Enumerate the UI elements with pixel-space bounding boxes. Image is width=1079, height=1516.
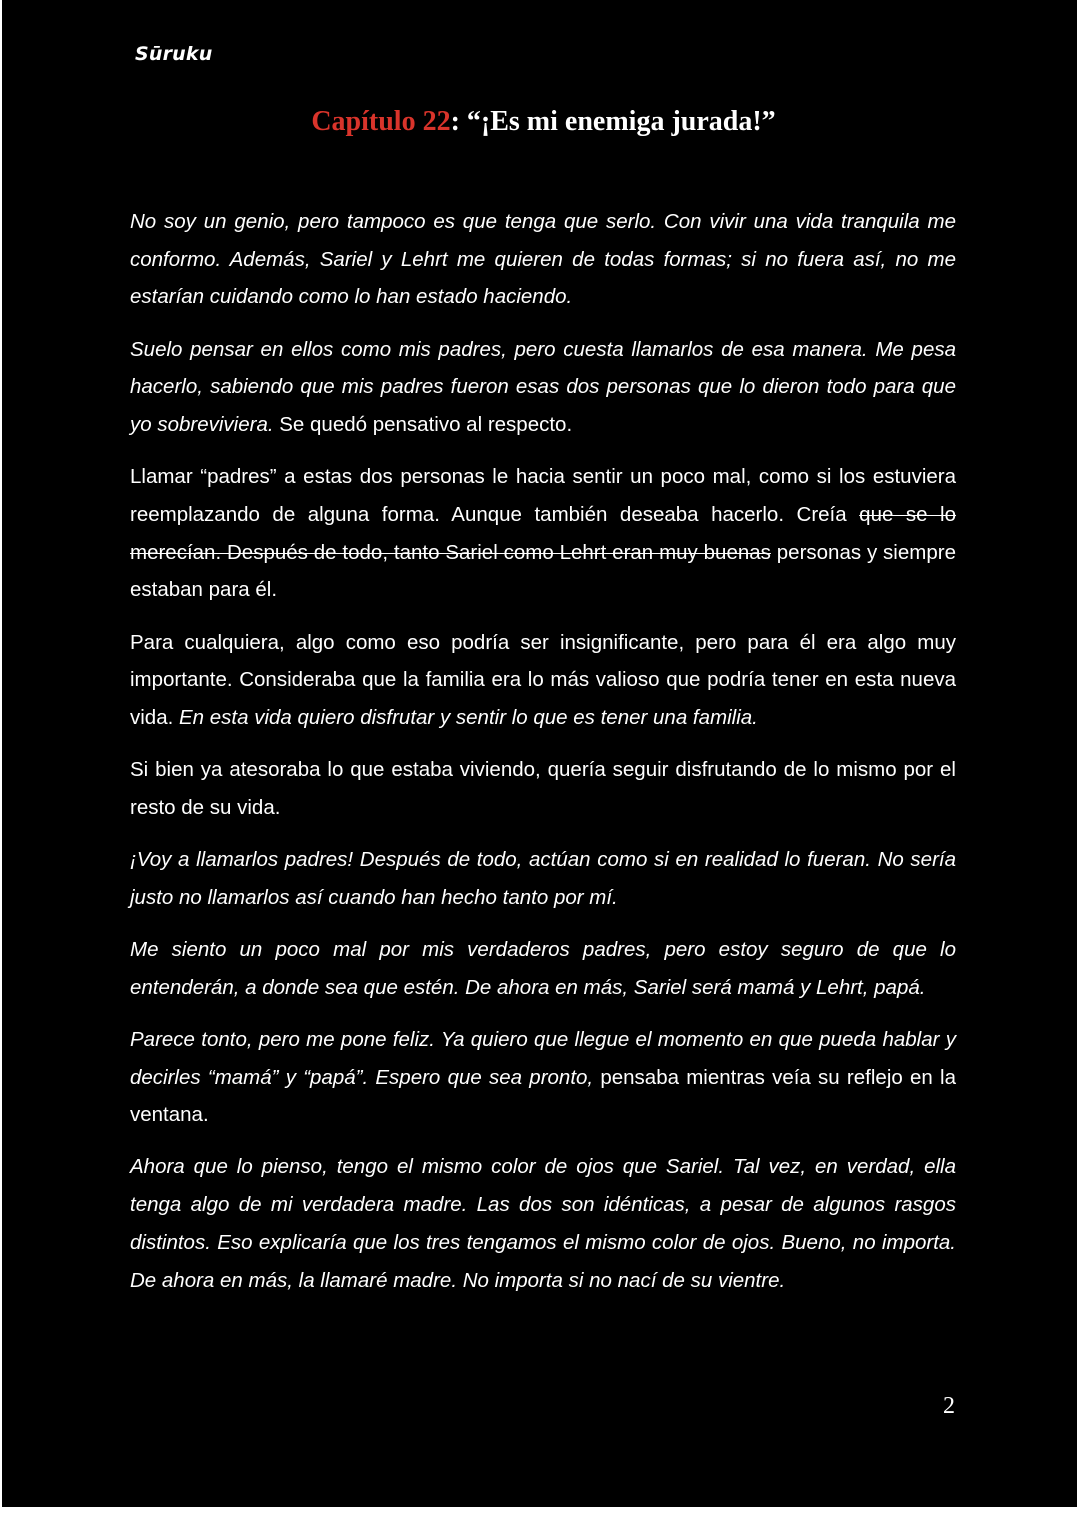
chapter-title — [2, 106, 1079, 138]
paragraph-7-text: Me siento un poco mal por mis verdaderos padres, pero estoy seguro de que lo entenderán, a donde sea que estén. De ahora en más, Sariel será mamá y Lehrt, papá. — [130, 937, 956, 999]
paragraph-8-plain: pensaba mientras veía su reflejo en la ventana. — [130, 1065, 956, 1127]
title-separator: : — [450, 106, 467, 137]
chapter-number: Capítulo 22 — [311, 106, 451, 137]
paragraph-7 — [130, 931, 956, 1006]
paragraph-2 — [130, 331, 956, 444]
paragraph-4-italic: En esta vida quiero disfrutar y sentir lo que es tener una familia. — [179, 705, 758, 729]
paragraph-3-strikethrough: que se lo merecían. Después de todo, tanto Sariel como Lehrt eran muy buenas — [130, 502, 957, 564]
paragraph-6 — [130, 841, 956, 916]
paragraph-8-italic: Parece tonto, pero me pone feliz. Ya quiero que llegue el momento en que pueda hablar y decirles “mamá” y “papá”. Espero que sea pronto, — [130, 1027, 956, 1089]
page-number: 2 — [943, 1393, 955, 1419]
chapter-body — [130, 203, 956, 1314]
paragraph-9 — [130, 1148, 956, 1299]
paragraph-1 — [130, 203, 956, 316]
paragraph-3-end: personas y siempre estaban para él. — [130, 540, 956, 602]
paragraph-5: Si bien ya atesoraba lo que estaba viviendo, quería seguir disfrutando de lo mismo por el resto de su vida. — [130, 758, 956, 819]
paragraph-1-text: No soy un genio, pero tampoco es que tenga que serlo. Con vivir una vida tranquila me conformo. Además, Sariel y Lehrt me quieren de todas formas; si no fuera así, no me estarían cuidando como lo han estado haciendo. — [130, 210, 956, 309]
paragraph-6-text: ¡Voy a llamarlos padres! Después de todo, actúan como si en realidad lo fueran. No sería justo no llamarlos así cuando han hecho tanto por mí. — [130, 848, 956, 909]
paragraph-8 — [130, 1021, 956, 1134]
paragraph-2-italic: Suelo pensar en ellos como mis padres, pero cuesta llamarlos de esa manera. Me pesa hacerlo, sabiendo que mis padres fueron esas dos personas que lo dieron todo para que yo sobreviviera. — [130, 337, 956, 437]
document-page — [2, 0, 1077, 1507]
paragraph-4-plain: Para cualquiera, algo como eso podría ser insignificante, pero para él era algo muy importante. Consideraba que la familia era lo más valioso que podría tener en esta nueva vida. — [130, 630, 956, 729]
author-header: Sūruku — [135, 43, 213, 65]
paragraph-2-plain: Se quedó pensativo al respecto. — [273, 413, 573, 437]
paragraph-3-start: Llamar “padres” a estas dos personas le hacia sentir un poco mal, como si los estuviera reemplazando de alguna forma. Aunque también deseaba hacerlo. Creía — [130, 465, 956, 526]
paragraph-4 — [130, 624, 956, 737]
chapter-name: “¡Es mi enemiga jurada!” — [466, 106, 776, 137]
paragraph-3 — [130, 458, 956, 609]
paragraph-9-text: Ahora que lo pienso, tengo el mismo color de ojos que Sariel. Tal vez, en verdad, ella tenga algo de mi verdadera madre. Las dos son idénticas, a pesar de algunos rasgos distintos. Eso explicaría que los tres tengamos el mismo color de ojos. Bueno, no importa. De ahora en más, la llamaré madre. No importa si no nací de su vientre. — [130, 1155, 956, 1292]
